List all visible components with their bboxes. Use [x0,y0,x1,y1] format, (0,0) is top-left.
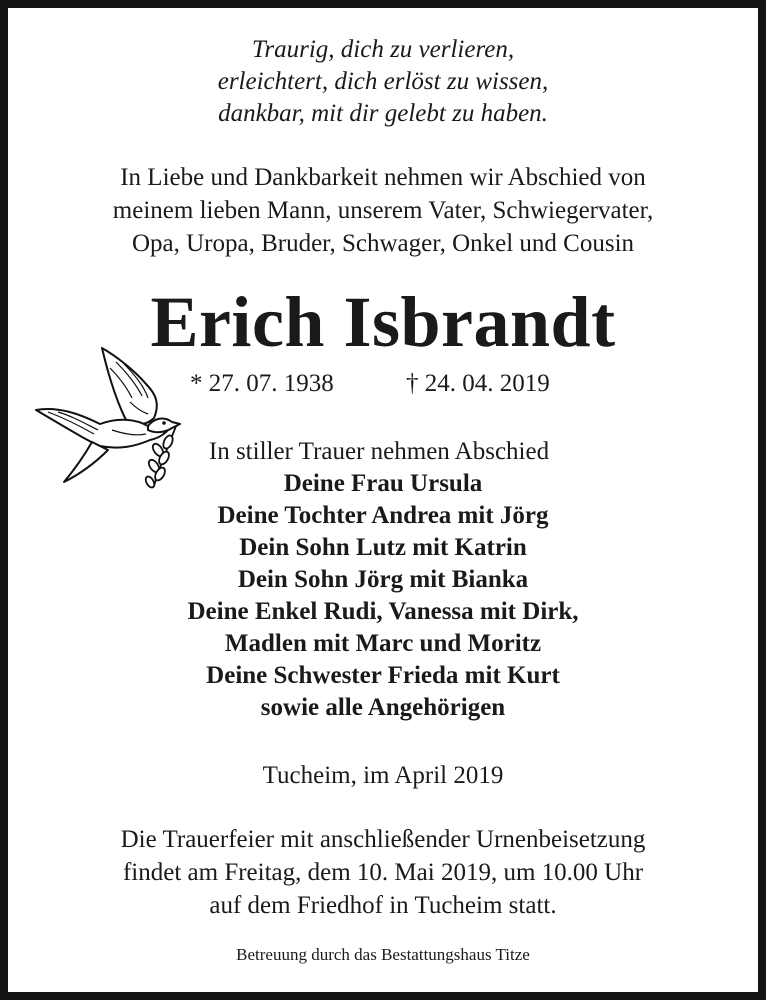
deceased-name: Erich Isbrandt [150,282,616,362]
family-line-6: Madlen mit Marc und Moritz [224,630,542,657]
mourning-intro: In stiller Trauer nehmen Abschied [208,438,550,465]
intro-line-2: meinem lieben Mann, unserem Vater, Schwiegervater, [112,197,654,224]
death-date: † 24. 04. 2019 [406,370,550,397]
family-line-2: Deine Tochter Andrea mit Jörg [217,502,549,529]
poem-line-2: erleichtert, dich erlöst zu wissen, [217,68,549,95]
ceremony-line-3: auf dem Friedhof in Tucheim statt. [209,892,557,919]
family-line-4: Dein Sohn Jörg mit Bianka [237,566,529,593]
intro-line-1: In Liebe und Dankbarkeit nehmen wir Abschied von [120,164,646,191]
ceremony-line-2: findet am Freitag, dem 10. Mai 2019, um 10.00 Uhr [122,859,644,886]
intro-line-3: Opa, Uropa, Bruder, Schwager, Onkel und Cousin [131,230,635,257]
ceremony-line-1: Die Trauerfeier mit anschließender Urnenbeisetzung [120,826,646,853]
birth-date: * 27. 07. 1938 [190,370,334,397]
family-line-3: Dein Sohn Lutz mit Katrin [239,534,527,561]
family-line-1: Deine Frau Ursula [283,470,483,497]
funeral-home-credit: Betreuung durch das Bestattungshaus Titze [236,945,530,964]
family-line-5: Deine Enkel Rudi, Vanessa mit Dirk, [187,598,579,625]
poem-line-1: Traurig, dich zu verlieren, [251,36,515,63]
poem-line-3: dankbar, mit dir gelebt zu haben. [218,100,548,127]
family-line-7: Deine Schwester Frieda mit Kurt [206,662,560,689]
family-line-8: sowie alle Angehörigen [260,694,506,721]
place-date: Tucheim, im April 2019 [262,762,504,789]
